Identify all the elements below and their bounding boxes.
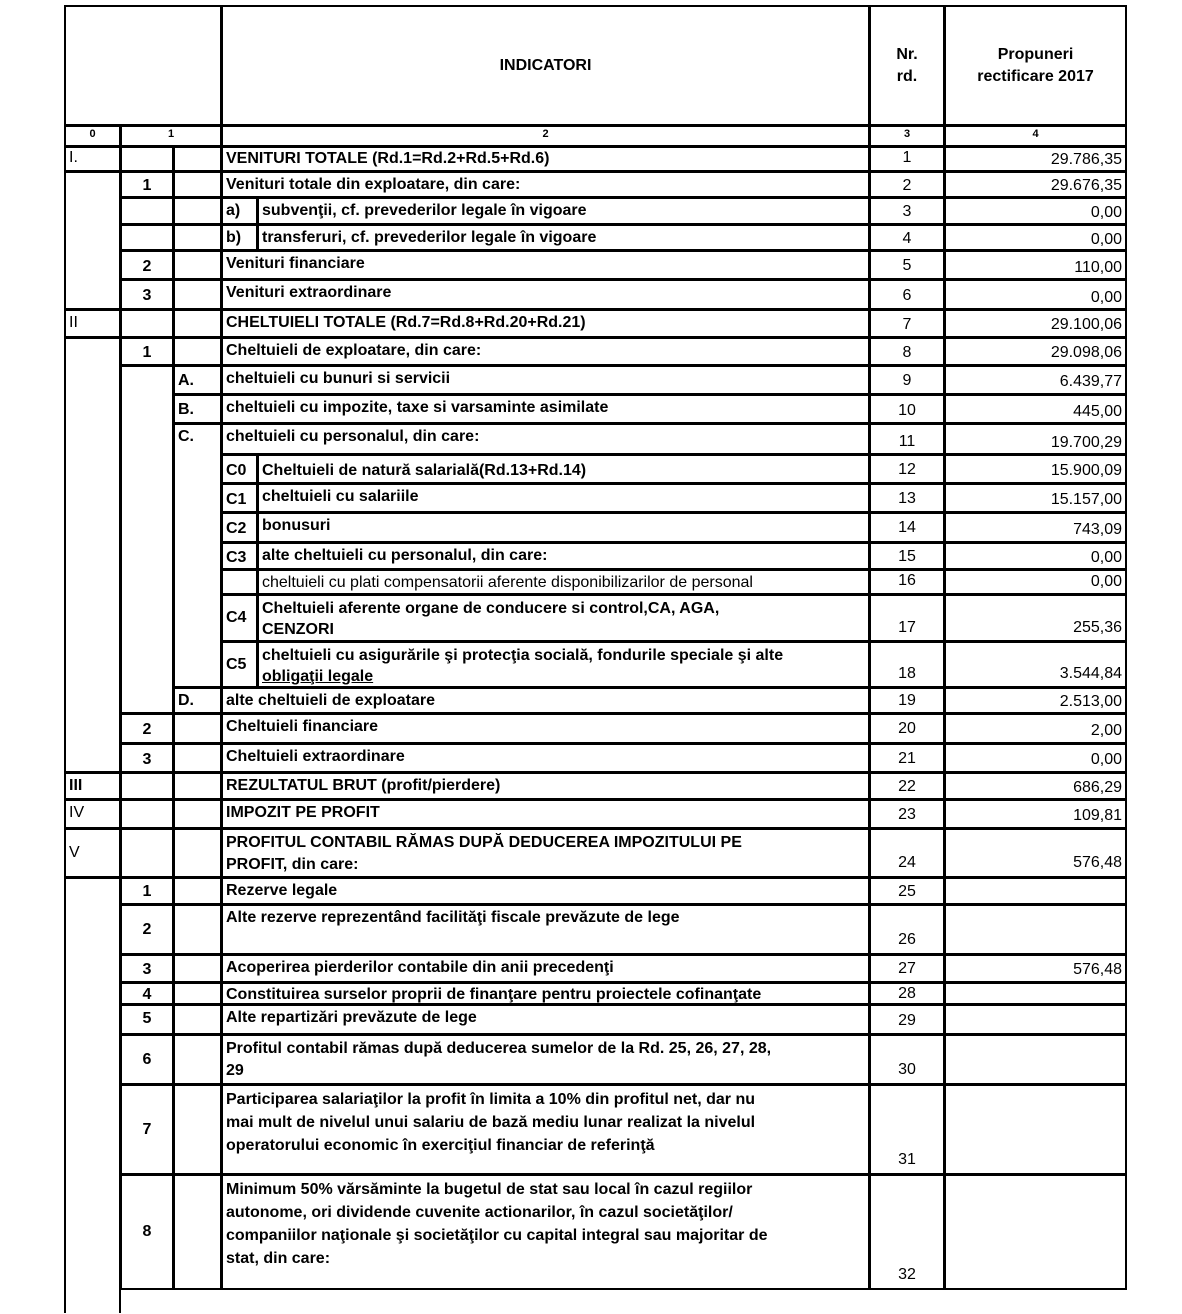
value-rd3: 0,00	[944, 197, 1127, 225]
cell-blank	[173, 1174, 222, 1290]
value-rd26[interactable]	[944, 904, 1127, 955]
letter-A: A.	[173, 365, 222, 395]
cell-blank	[173, 713, 222, 744]
value-rd20: 2,00	[944, 713, 1127, 744]
sub-C5	[221, 641, 258, 688]
nr-rd25: 25	[869, 877, 945, 905]
letter-D: D.	[173, 687, 222, 714]
cell-blank	[120, 799, 174, 829]
label-rd31	[221, 1084, 870, 1175]
value-rd11: 19.700,29	[944, 423, 1127, 455]
label-rd30	[221, 1034, 870, 1085]
nr-rd32-text: 32	[898, 1266, 916, 1283]
num-rd6: 3	[120, 279, 174, 310]
header-nr-rd	[869, 5, 945, 126]
label-rd12: Cheltuieli de natură salarială(Rd.13+Rd.14)	[257, 454, 870, 484]
value-rd15: 0,00	[944, 542, 1127, 570]
cell-blank	[120, 146, 174, 172]
value-rd13: 15.157,00	[944, 483, 1127, 513]
cell-blank	[120, 224, 174, 251]
nr-rd14: 14	[869, 512, 945, 543]
cell-blank	[173, 828, 222, 878]
sub-C3: C3	[221, 542, 258, 570]
cell-blank	[173, 1004, 222, 1035]
value-rd10: 445,00	[944, 394, 1127, 424]
header-nr-line2: rd.	[896, 67, 918, 85]
label-rd30-line2: 29	[226, 1062, 244, 1079]
colnum-4: 4	[944, 125, 1127, 147]
nr-rd24-text: 24	[898, 854, 916, 871]
label-rd19: alte cheltuieli de exploatare	[221, 687, 870, 714]
value-rd32[interactable]	[944, 1174, 1127, 1290]
cell-blank	[173, 279, 222, 310]
label-rd8: Cheltuieli de exploatare, din care:	[221, 337, 870, 366]
nr-rd30	[869, 1034, 945, 1085]
cell-blank	[173, 954, 222, 983]
label-rd5: Venituri financiare	[221, 250, 870, 280]
nr-rd32	[869, 1174, 945, 1290]
nr-rd20: 20	[869, 713, 945, 744]
value-rd2: 29.676,35	[944, 171, 1127, 198]
label-rd24-line2: PROFIT, din care:	[226, 856, 359, 873]
nr-rd2: 2	[869, 171, 945, 198]
nr-rd29: 29	[869, 1004, 945, 1035]
col1-merged-II-1	[120, 365, 174, 714]
num-rd32	[120, 1174, 174, 1290]
col0-merged-V	[64, 877, 121, 1313]
cell-blank	[173, 743, 222, 773]
roman-III: III	[64, 772, 121, 800]
colnum-3: 3	[869, 125, 945, 147]
cell-blank	[173, 1034, 222, 1085]
sub-b: b)	[221, 224, 258, 251]
cell-blank	[173, 309, 222, 338]
label-rd14: bonusuri	[257, 512, 870, 543]
label-rd31-line3: operatorului economic în exerciţiul financiar de referinţă	[226, 1137, 655, 1154]
label-rd32-line4: stat, din care:	[226, 1250, 331, 1267]
label-rd20: Cheltuieli financiare	[221, 713, 870, 744]
value-rd21: 0,00	[944, 743, 1127, 773]
sub-C1: C1	[221, 483, 258, 513]
col0-merged-I	[64, 171, 121, 310]
value-rd14: 743,09	[944, 512, 1127, 543]
num-rd27: 3	[120, 954, 174, 983]
cell-blank	[173, 1084, 222, 1175]
nr-rd24	[869, 828, 945, 878]
nr-rd7: 7	[869, 309, 945, 338]
nr-rd17	[869, 594, 945, 642]
nr-rd28: 28	[869, 982, 945, 1005]
nr-rd10: 10	[869, 394, 945, 424]
num-rd29: 5	[120, 1004, 174, 1035]
cell-blank	[173, 171, 222, 198]
value-rd12: 15.900,09	[944, 454, 1127, 484]
num-rd20: 2	[120, 713, 174, 744]
label-rd27: Acoperirea pierderilor contabile din anii precedenţi	[221, 954, 870, 983]
value-rd7: 29.100,06	[944, 309, 1127, 338]
nr-rd21: 21	[869, 743, 945, 773]
label-rd17-line1: Cheltuieli aferente organe de conducere si control,CA, AGA,	[262, 600, 720, 617]
nr-rd22: 22	[869, 772, 945, 800]
label-rd24-line1: PROFITUL CONTABIL RĂMAS DUPĂ DEDUCEREA IMPOZITULUI PE	[226, 834, 742, 851]
cell-blank	[173, 877, 222, 905]
header-nr-line1: Nr.	[896, 45, 918, 63]
label-rd18-line1: cheltuieli cu asigurările şi protecţia socială, fondurile speciale şi alte	[262, 647, 784, 664]
nr-rd19: 19	[869, 687, 945, 714]
value-rd30[interactable]	[944, 1034, 1127, 1085]
value-rd27[interactable]: 576,48	[944, 954, 1127, 983]
roman-I: I.	[64, 146, 121, 172]
label-rd26: Alte rezerve reprezentând facilităţi fiscale prevăzute de lege	[221, 904, 870, 955]
nr-rd12: 12	[869, 454, 945, 484]
label-rd31-line2: mai mult de nivelul unui salariu de bază mediu lunar realizat la nivelul	[226, 1114, 756, 1131]
value-rd9: 6.439,77	[944, 365, 1127, 395]
label-rd28: Constituirea surselor proprii de finanţare pentru proiectele cofinanţate	[221, 982, 870, 1005]
label-rd9: cheltuieli cu bunuri si servicii	[221, 365, 870, 395]
label-rd21: Cheltuieli extraordinare	[221, 743, 870, 773]
cell-blank	[173, 146, 222, 172]
value-rd23: 109,81	[944, 799, 1127, 829]
nr-rd3: 3	[869, 197, 945, 225]
cell-blank	[173, 224, 222, 251]
label-rd24	[221, 828, 870, 878]
label-rd3: subvenţii, cf. prevederilor legale în vigoare	[257, 197, 870, 225]
label-rd17-line2: CENZORI	[262, 621, 334, 638]
nr-rd15: 15	[869, 542, 945, 570]
colnum-1: 1	[120, 125, 222, 147]
nr-rd5: 5	[869, 250, 945, 280]
nr-rd16: 16	[869, 569, 945, 595]
roman-V	[64, 828, 121, 878]
header-propuneri	[944, 5, 1127, 126]
header-value-line2: rectificare 2017	[977, 67, 1094, 85]
cell-blank	[173, 250, 222, 280]
sub-C4-text: C4	[226, 609, 247, 626]
value-rd8: 29.098,06	[944, 337, 1127, 366]
label-rd32	[221, 1174, 870, 1290]
label-rd13: cheltuieli cu salariile	[257, 483, 870, 513]
label-rd18	[257, 641, 870, 688]
value-rd4: 0,00	[944, 224, 1127, 251]
cell-blank	[173, 337, 222, 366]
value-rd25[interactable]	[944, 877, 1127, 905]
label-rd22: REZULTATUL BRUT (profit/pierdere)	[221, 772, 870, 800]
num-rd31-text: 7	[142, 1120, 152, 1138]
nr-rd18	[869, 641, 945, 688]
nr-rd4: 4	[869, 224, 945, 251]
nr-rd26	[869, 904, 945, 955]
nr-rd6: 6	[869, 279, 945, 310]
label-rd32-line2: autonome, ori dividende cuvenite actionarilor, în cazul societăţilor/	[226, 1204, 733, 1221]
letter-B: B.	[173, 394, 222, 424]
num-rd5: 2	[120, 250, 174, 280]
num-rd25: 1	[120, 877, 174, 905]
label-rd17	[257, 594, 870, 642]
nr-rd23: 23	[869, 799, 945, 829]
sub-blank	[221, 569, 258, 595]
colnum-2: 2	[221, 125, 870, 147]
num-rd31	[120, 1084, 174, 1175]
num-rd21: 3	[120, 743, 174, 773]
sub-C2: C2	[221, 512, 258, 543]
nr-rd13: 13	[869, 483, 945, 513]
value-rd31[interactable]	[944, 1084, 1127, 1175]
colnum-0: 0	[64, 125, 121, 147]
col1b-merged-C	[173, 423, 222, 688]
value-rd17-text: 255,36	[1073, 619, 1122, 636]
label-rd29: Alte repartizări prevăzute de lege	[221, 1004, 870, 1035]
nr-rd31	[869, 1084, 945, 1175]
value-rd18-text: 3.544,84	[1059, 665, 1122, 682]
value-rd6: 0,00	[944, 279, 1127, 310]
label-rd15: alte cheltuieli cu personalul, din care:	[257, 542, 870, 570]
nr-rd26-text: 26	[898, 931, 916, 948]
roman-IV: IV	[64, 799, 121, 829]
label-rd1: VENITURI TOTALE (Rd.1=Rd.2+Rd.5+Rd.6)	[221, 146, 870, 172]
value-rd17	[944, 594, 1127, 642]
value-rd1: 29.786,35	[944, 146, 1127, 172]
label-rd31-line1: Participarea salariaţilor la profit în limita a 10% din profitul net, dar nu	[226, 1091, 756, 1108]
header-indicatori-text: INDICATORI	[499, 56, 592, 74]
nr-rd8: 8	[869, 337, 945, 366]
label-rd2: Venituri totale din exploatare, din care:	[221, 171, 870, 198]
header-blank-left	[64, 5, 222, 126]
nr-rd9: 9	[869, 365, 945, 395]
nr-rd1: 1	[869, 146, 945, 172]
cell-blank	[173, 772, 222, 800]
cell-blank	[173, 799, 222, 829]
num-rd30-text: 6	[142, 1050, 152, 1068]
value-rd18	[944, 641, 1127, 688]
label-rd7: CHELTUIELI TOTALE (Rd.7=Rd.8+Rd.20+Rd.21)	[221, 309, 870, 338]
cell-blank	[173, 982, 222, 1005]
label-rd23: IMPOZIT PE PROFIT	[221, 799, 870, 829]
roman-V-text: V	[69, 844, 80, 861]
nr-rd30-text: 30	[898, 1061, 916, 1078]
value-rd5: 110,00	[944, 250, 1127, 280]
sub-C4	[221, 594, 258, 642]
col0-merged-II	[64, 337, 121, 773]
value-rd16: 0,00	[944, 569, 1127, 595]
value-rd24	[944, 828, 1127, 878]
num-rd32-text: 8	[142, 1223, 152, 1240]
num-rd2: 1	[120, 171, 174, 198]
nr-rd31-text: 31	[898, 1151, 916, 1168]
num-rd26	[120, 904, 174, 955]
value-rd22: 686,29	[944, 772, 1127, 800]
cell-blank	[173, 197, 222, 225]
nr-rd17-text: 17	[898, 619, 916, 636]
label-rd10: cheltuieli cu impozite, taxe si varsaminte asimilate	[221, 394, 870, 424]
label-rd4: transferuri, cf. prevederilor legale în vigoare	[257, 224, 870, 251]
num-rd8: 1	[120, 337, 174, 366]
nr-rd18-text: 18	[898, 665, 916, 682]
cell-blank	[120, 309, 174, 338]
label-rd32-line1: Minimum 50% vărsăminte la bugetul de stat sau local în cazul regiilor	[226, 1181, 753, 1198]
sub-C0: C0	[221, 454, 258, 484]
label-rd25: Rezerve legale	[221, 877, 870, 905]
header-value-line1: Propuneri	[997, 45, 1074, 63]
label-rd6: Venituri extraordinare	[221, 279, 870, 310]
value-rd29[interactable]	[944, 1004, 1127, 1035]
sub-a: a)	[221, 197, 258, 225]
cell-blank	[120, 772, 174, 800]
num-rd30	[120, 1034, 174, 1085]
label-rd11: cheltuieli cu personalul, din care:	[221, 423, 870, 455]
num-rd28: 4	[120, 982, 174, 1005]
roman-II: II	[64, 309, 121, 338]
label-rd16: cheltuieli cu plati compensatorii aferente disponibilizarilor de personal	[257, 569, 870, 595]
nr-rd27: 27	[869, 954, 945, 983]
value-rd19: 2.513,00	[944, 687, 1127, 714]
cell-blank	[120, 197, 174, 225]
value-rd28[interactable]	[944, 982, 1127, 1005]
label-rd18-line2: obligaţii legale	[262, 668, 374, 685]
cell-blank	[120, 828, 174, 878]
letter-C: C.	[173, 423, 222, 455]
value-rd24-text: 576,48	[1073, 854, 1122, 871]
header-indicatori	[221, 5, 870, 126]
label-rd30-line1: Profitul contabil rămas după deducerea sumelor de la Rd. 25, 26, 27, 28,	[226, 1040, 772, 1057]
num-rd26-text: 2	[142, 920, 152, 938]
nr-rd11: 11	[869, 423, 945, 455]
label-rd32-line3: companiilor naţionale şi societăţilor cu capital integral sau majoritar de	[226, 1227, 768, 1244]
cell-blank	[173, 904, 222, 955]
sub-C5-text: C5	[226, 655, 247, 673]
